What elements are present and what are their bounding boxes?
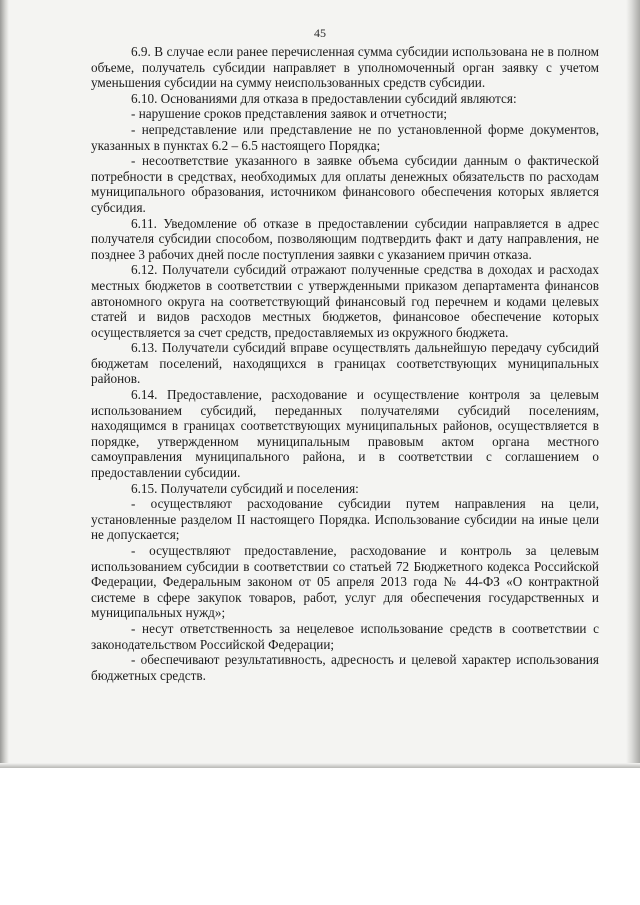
- blank-area: [0, 768, 640, 905]
- scan-shadow-left: [0, 0, 9, 768]
- document-body: [91, 44, 599, 683]
- paragraph-6-14: 6.14. Предоставление, расходование и осуществление контроля за целевым использованием субсидий, переданных получателями субсидий поселениям, находящимся в границах соответствующих муниципальных районов, осуществляется в порядке, утвержденном муниципальным правовым актом органа местного самоуправления муниципального района, и в соответствии с соглашением о предоставлении субсидии.: [91, 387, 599, 481]
- paragraph-6-9: 6.9. В случае если ранее перечисленная сумма субсидии использована не в полном объеме, получатель субсидии направляет в уполномоченный орган заявку с учетом уменьшения субсидии на сумму неиспользованных средств субсидии.: [91, 44, 599, 91]
- list-item-control: - осуществляют предоставление, расходование и контроль за целевым использованием субсидии в соответствии со статьей 72 Бюджетного кодекса Российской Федерации, Федеральным законом от 05 апреля 2013 года № 44-ФЗ «О контрактной системе в сфере закупок товаров, работ, услуг для обеспечения государственных и муниципальных нужд»;: [91, 543, 599, 621]
- page-number: 45: [314, 26, 326, 40]
- list-item-documents-missing: - непредставление или представление не по установленной форме документов, указанных в пунктах 6.2 – 6.5 настоящего Порядка;: [91, 121, 599, 153]
- paragraph-6-15: 6.15. Получатели субсидий и поселения:: [131, 480, 359, 496]
- paragraph-6-11: 6.11. Уведомление об отказе в предоставлении субсидии направляется в адрес получателя субсидии способом, позволяющим подтвердить факт и дату направления, не позднее 3 рабочих дней после поступления заявки с указанием причин отказа.: [91, 215, 599, 262]
- list-item-spending: - осуществляют расходование субсидии путем направления на цели, установленные разделом II настоящего Порядка. Использование субсидии на иные цели не допускается;: [91, 496, 599, 543]
- list-item-responsibility: - несут ответственность за нецелевое использование средств в соответствии с законодательством Российской Федерации;: [91, 620, 599, 652]
- list-item-effectiveness: - обеспечивают результативность, адресность и целевой характер использования бюджетных средств.: [91, 652, 599, 683]
- paragraph-6-12: 6.12. Получатели субсидий отражают полученные средства в доходах и расходах местных бюджетов в соответствии с утвержденными приказом департамента финансов автономного округа на соответствующий финансовый год перечнем и кодами целевых статей и видов расходов местных бюджетов, финансовое обеспечение которых осуществляется за счет средств, предоставляемых из окружного бюджета.: [91, 262, 599, 340]
- list-item-amount-mismatch: - несоответствие указанного в заявке объема субсидии данным о фактической потребности в средствах, необходимых для оплаты денежных обязательств по расходам муниципального образования, источником финансового обеспечения которых является субсидия.: [91, 153, 599, 215]
- paragraph-6-10: 6.10. Основаниями для отказа в предоставлении субсидий являются:: [131, 90, 517, 106]
- scan-shadow-right: [626, 0, 640, 768]
- paragraph-6-13: 6.13. Получатели субсидий вправе осуществлять дальнейшую передачу субсидий бюджетам поселений, находящихся в границах соответствующих муниципальных районов.: [91, 340, 599, 387]
- list-item-deadline-violation: - нарушение сроков представления заявок и отчетности;: [131, 106, 448, 122]
